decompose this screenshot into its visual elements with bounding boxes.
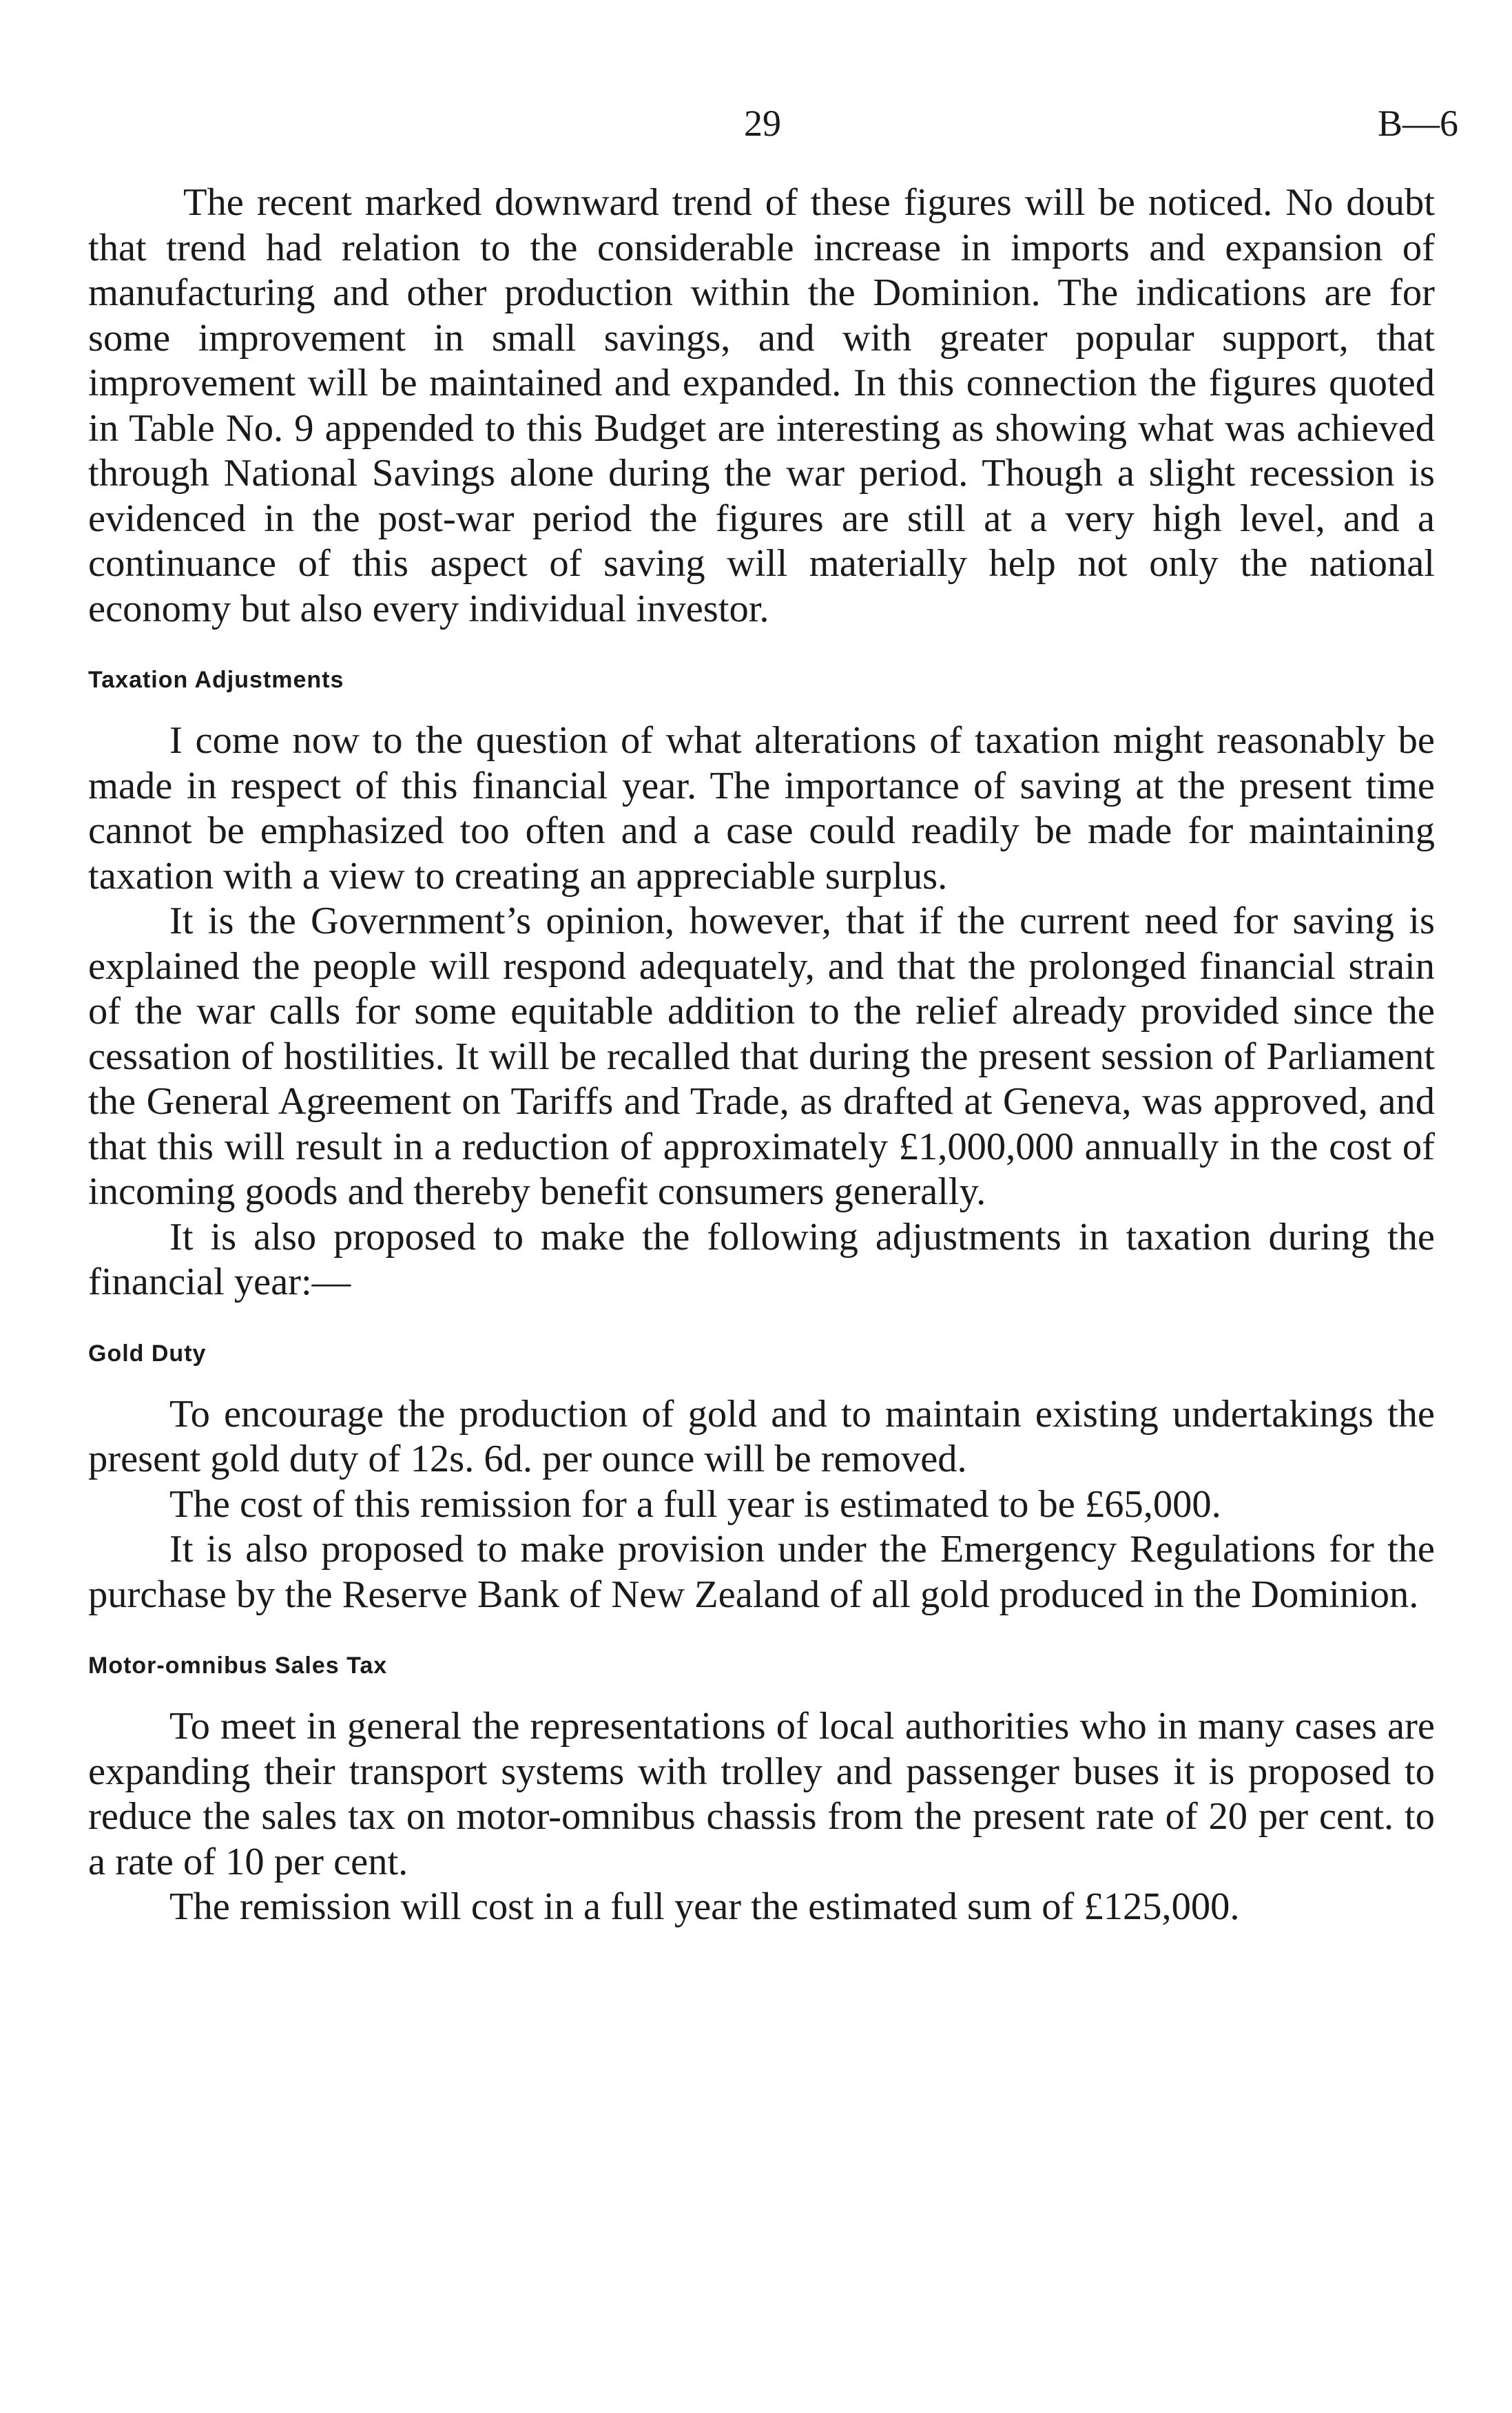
- paragraph: It is the Government’s opinion, however, that if the current need for saving is explained the people will respond adequately, and that the prolonged financial strain of the war calls for some equitable addition to the relief already provided since the cessation of hostilities. It will be recalled that during the present session of Parliament the General Agreement on Tariffs and Trade, as drafted at Geneva, was approved, and that this will result in a reduction of approximately £1,000,000 annually in the cost of incoming goods and thereby benefit consumers generally.: [88, 900, 1435, 1213]
- paragraph: I come now to the question of what alterations of taxation might reasonably be made in respect of this financial year. The importance of saving at the present time cannot be emphasized too often and a case could readily be made for maintaining taxation with a view to creating an appreciable surplus.: [88, 719, 1435, 898]
- paragraph: The cost of this remission for a full year is estimated to be £65,000.: [169, 1482, 1221, 1526]
- section-heading: Gold Duty: [88, 1340, 207, 1367]
- paragraph: It is also proposed to make the following adjustments in taxation during the financial year:—: [88, 1215, 1435, 1303]
- page-reference: B—6: [1377, 103, 1458, 144]
- paragraph: The recent marked downward trend of these figures will be noticed. No doubt that trend had relation to the considerable increase in imports and expansion of manufacturing and other production within the Dominion. The indications are for some improvement in small savings, and with greater popular support, that improvement will be maintained and expanded. In this connection the figures quoted in Table No. 9 appended to this Budget are interesting as showing what was achieved through National Savings alone during the war period. Though a slight recession is evidenced in the post-war period the figures are still at a very high level, and a continuance of this aspect of saving will materially help not only the national economy but also every individual investor.: [88, 181, 1435, 630]
- paragraph: The remission will cost in a full year the estimated sum of £125,000.: [169, 1885, 1240, 1928]
- body-text: [88, 180, 1435, 1930]
- paragraph: It is also proposed to make provision under the Emergency Regulations for the purchase by the Reserve Bank of New Zealand of all gold produced in the Dominion.: [88, 1528, 1435, 1616]
- page-header: [0, 102, 1512, 150]
- section-heading: Taxation Adjustments: [88, 667, 344, 693]
- paragraph: To encourage the production of gold and to maintain existing undertakings the present gold duty of 12s. 6d. per ounce will be removed.: [88, 1392, 1435, 1480]
- section-savings: [88, 180, 1435, 632]
- section-taxation-adjustments: [88, 666, 1435, 1305]
- section-motor-omnibus-sales-tax: [88, 1652, 1435, 1930]
- section-gold-duty: [88, 1340, 1435, 1618]
- page-number: 29: [744, 103, 781, 144]
- paragraph: To meet in general the representations of local authorities who in many cases are expanding their transport systems with trolley and passenger buses it is proposed to reduce the sales tax on motor-omnibus chassis from the present rate of 20 per cent. to a rate of 10 per cent.: [88, 1705, 1435, 1883]
- section-heading: Motor-omnibus Sales Tax: [88, 1653, 388, 1679]
